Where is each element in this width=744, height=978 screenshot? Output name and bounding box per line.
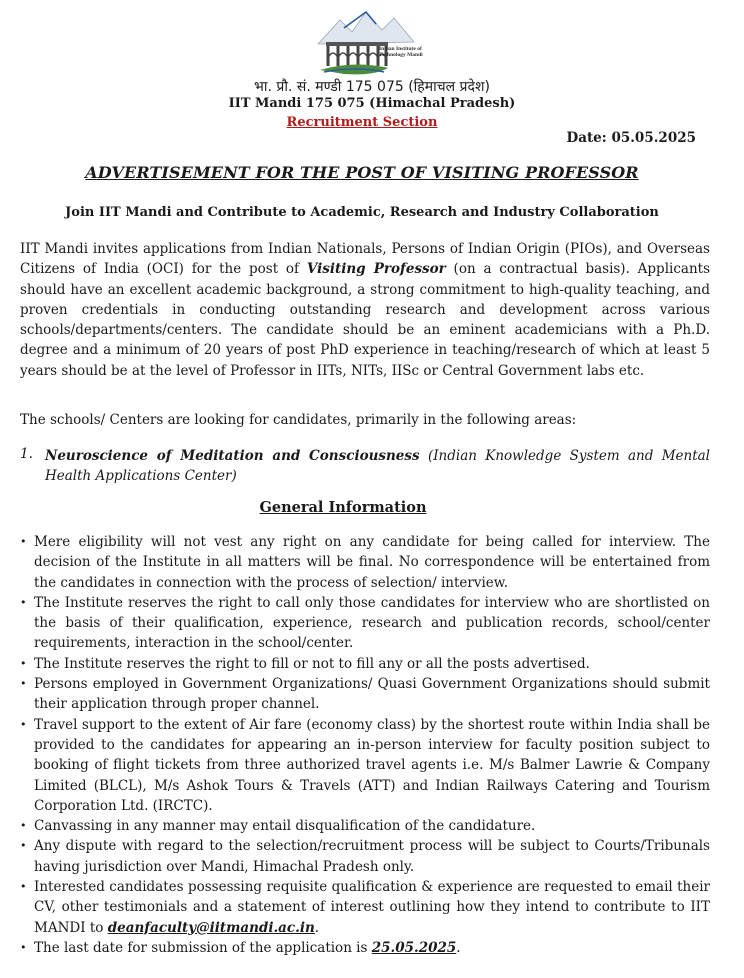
bullet-icon: • [20, 717, 27, 731]
list-item-email: • Interested candidates possessing requisite qualification & experience are requested to email their CV, other testimonials and a statement of interest outlining how they intend to contribute to IIT MANDI to deanfaculty@iitmandi.ac.in. [20, 879, 710, 936]
bullet-icon: • [20, 535, 27, 548]
address-english: IIT Mandi 175 075 (Himachal Pradesh) [228, 96, 516, 111]
list-item: • The Institute reserves the right to call only those candidates for interview who are shortlisted on the basis of their qualification, experience, research and publication records, school/center requirements, interaction in the school/center. [20, 594, 710, 652]
general-info-list [20, 532, 710, 958]
bullet-icon: • [20, 656, 27, 670]
address-hindi: भा. प्रौ. सं. मण्डी 175 075 (हिमाचल प्रदेश) [254, 79, 490, 95]
intro-paragraph [20, 239, 710, 381]
list-item: • Any dispute with regard to the selection/recruitment process will be subject to Courts/Tribunals having jurisdiction over Mandi, Himachal Pradesh only. [20, 838, 710, 875]
bullet-icon: • [20, 677, 27, 691]
list-item: • Persons employed in Government Organizations/ Quasi Government Organizations should submit their application through proper channel. [20, 676, 710, 713]
list-item: • The Institute reserves the right to fill or not to fill any or all the posts advertised. [20, 654, 710, 674]
logo-caption: Indian Institute of Technology Mandi [379, 46, 423, 58]
list-item-deadline: • The last date for submission of the application is 25.05.2025. [20, 938, 710, 958]
bullet-icon: • [20, 595, 27, 609]
iit-mandi-logo-icon [314, 2, 430, 78]
area-title: Neuroscience of Meditation and Consciousness [45, 448, 420, 464]
bullet-icon: • [20, 940, 27, 954]
document-date: Date: 05.05.2025 [566, 130, 696, 146]
email-link[interactable]: deanfaculty@iitmandi.ac.in [107, 919, 315, 936]
intro-part1: IIT Mandi invites applications from Indian Nationals, Persons of Indian Origin (PIOs), and Overseas Citizens of India (OCI) for the post of [20, 241, 710, 278]
area-number: 1. [20, 446, 33, 462]
general-info-heading: General Information [259, 499, 427, 516]
areas-intro: The schools/ Centers are looking for candidates, primarily in the following areas: [20, 412, 577, 428]
section-name: Recruitment Section [286, 115, 438, 130]
list-item: • Travel support to the extent of Air fare (economy class) by the shortest route within India shall be provided to the candidates for appearing an in-person interview for faculty position subject to booking of flight tickets from three authorized travel agents i.e. M/s Balmer Lawrie & Company Limited (BLCL), M/s Ashok Tours & Travels (ATT) and Indian Railways Catering and Tourism Corporation Ltd. (IRCTC). [20, 716, 710, 814]
document-subtitle: Join IIT Mandi and Contribute to Academic, Research and Industry Collaboration [65, 205, 659, 220]
area-detail: (Indian Knowledge System and Mental Health Applications Center) [45, 448, 710, 484]
document-title: ADVERTISEMENT FOR THE POST OF VISITING PROFESSOR [85, 163, 639, 182]
intro-part2: (on a contractual basis). Applicants should have an excellent academic background, a strong commitment to high-quality teaching, and proven credentials in conducting outstanding research and development across various schools/departments/centers. The candidate should be an eminent academicians with a Ph.D. degree and a minimum of 20 years of post PhD experience in teaching/research of which at least 5 years should be at the level of Professor in IITs, NITs, IISc or Central Government labs etc. [20, 261, 710, 379]
post-name: Visiting Professor [306, 261, 446, 278]
list-item: • Canvassing in any manner may entail disqualification of the candidature. [20, 816, 710, 836]
area-item [45, 446, 710, 486]
list-item: • Mere eligibility will not vest any right on any candidate for being called for interview. The decision of the Institute in all matters will be final. No correspondence will be entertained from the candidates in connection with the process of selection/ interview. [20, 534, 710, 591]
bullet-icon: • [20, 880, 27, 894]
deadline-date: 25.05.2025 [371, 939, 457, 956]
bullet-icon: • [20, 839, 27, 853]
bullet-icon: • [20, 819, 27, 833]
